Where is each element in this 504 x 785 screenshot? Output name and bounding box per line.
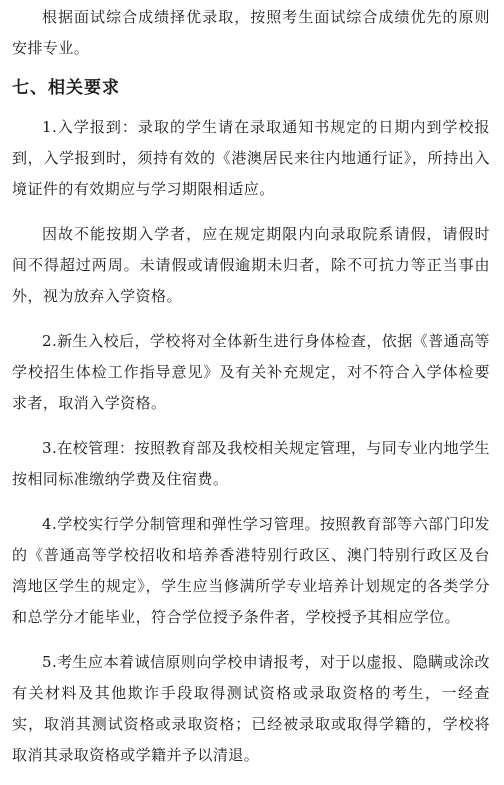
intro-paragraph: 根据面试综合成绩择优录取，按照考生面试综合成绩优先的原则安排专业。 bbox=[12, 8, 490, 57]
paragraph-health-check: 2.新生入校后，学校将对全体新生进行身体检查，依据《普通高等学校招生体检工作指导意见》及有关补充规定，对不符合入学体检要求者，取消入学资格。 bbox=[12, 332, 490, 412]
document-page bbox=[12, 2, 490, 785]
paragraph-leave-request: 因故不能按期入学者，应在规定期限内向录取院系请假，请假时间不得超过两周。未请假或请假逾期未归者，除不可抗力等正当事由外，视为放弃入学资格。 bbox=[12, 225, 490, 305]
section-title: 七、相关要求 bbox=[12, 78, 120, 98]
paragraph-integrity: 5.考生应本着诚信原则向学校申请报考，对于以虚报、隐瞒或涂改有关材料及其他欺诈手段取得测试资格或录取资格的考生，一经查实，取消其测试资格或录取资格；已经被录取或取得学籍的，学校将取消其录取资格或学籍并予以清退。 bbox=[12, 653, 490, 764]
paragraph-campus-management: 3.在校管理：按照教育部及我校相关规定管理，与同专业内地学生按相同标准缴纳学费及住宿费。 bbox=[12, 439, 490, 488]
paragraph-enrollment-registration: 1.入学报到：录取的学生请在录取通知书规定的日期内到学校报到，入学报到时，须持有效的《港澳居民来往内地通行证》，所持出入境证件的有效期应与学习期限相适应。 bbox=[12, 118, 490, 198]
paragraph-credit-system: 4.学校实行学分制管理和弹性学习管理。按照教育部等六部门印发的《普通高等学校招收和培养香港特别行政区、澳门特别行政区及台湾地区学生的规定》，学生应当修满所学专业培养计划规定的各类学分和总学分才能毕业，符合学位授予条件者，学校授予其相应学位。 bbox=[12, 515, 490, 626]
